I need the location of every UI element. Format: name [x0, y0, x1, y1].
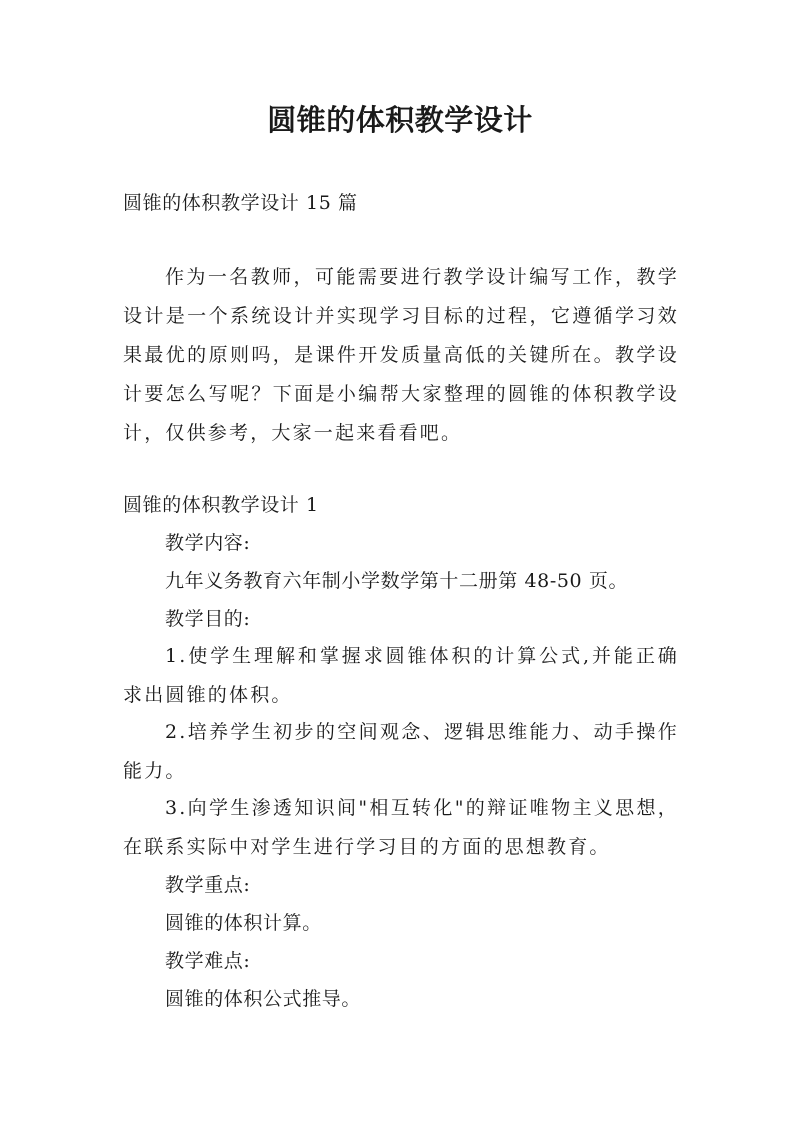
- intro-paragraph: 作为一名教师，可能需要进行教学设计编写工作，教学设计是一个系统设计并实现学习目标的过程，它遵循学习效果最优的原则吗，是课件开发质量高低的关键所在。教学设计要怎么写呢？下面是小编帮大家整理的圆锥的体积教学设计，仅供参考，大家一起来看看吧。: [123, 266, 679, 444]
- content-label: 教学内容:: [165, 532, 251, 554]
- difficulty-label: 教学难点:: [165, 950, 251, 972]
- difficulty-text: 圆锥的体积公式推导。: [165, 988, 362, 1010]
- goal-item-1: 1.使学生理解和掌握求圆锥体积的计算公式,并能正确求出圆锥的体积。: [123, 645, 679, 706]
- key-point-label: 教学重点:: [165, 874, 251, 896]
- document-subtitle: 圆锥的体积教学设计 15 篇: [123, 192, 358, 214]
- section-heading: 圆锥的体积教学设计 1: [123, 494, 319, 516]
- document-title: 圆锥的体积教学设计: [267, 103, 533, 137]
- key-point-text: 圆锥的体积计算。: [165, 912, 322, 934]
- goal-item-2: 2.培养学生初步的空间观念、逻辑思维能力、动手操作能力。: [123, 721, 679, 782]
- content-text: 九年义务教育六年制小学数学第十二册第 48-50 页。: [165, 570, 629, 592]
- goal-item-3: 3.向学生渗透知识间"相互转化"的辩证唯物主义思想，在联系实际中对学生进行学习目的方面的思想教育。: [123, 797, 679, 858]
- goals-label: 教学目的:: [165, 608, 251, 630]
